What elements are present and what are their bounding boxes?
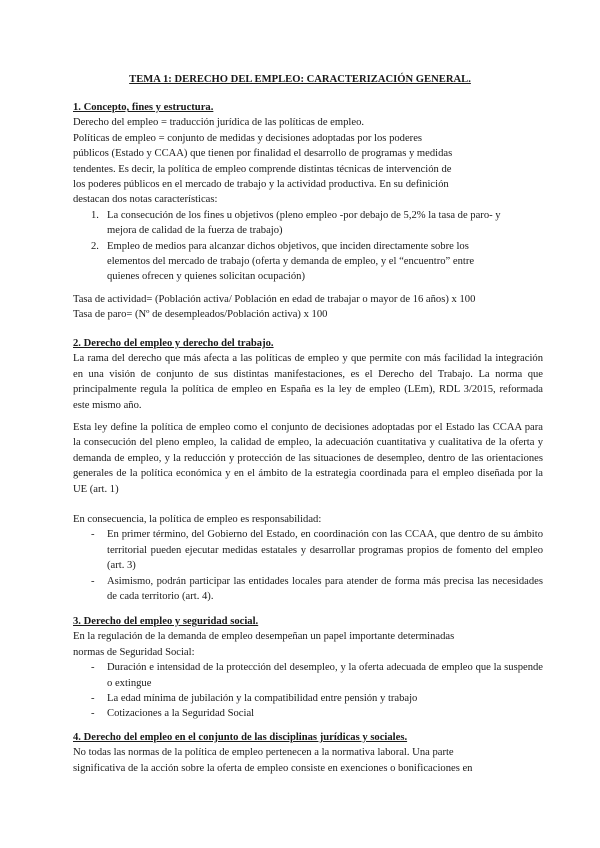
list-line: mejora de calidad de la fuerza de trabajo) xyxy=(107,225,283,237)
section-3-heading: 3. Derecho del empleo y seguridad social. xyxy=(73,616,259,627)
s1-line: los poderes públicos en el mercado de trabajo y la actividad productiva. En su definición xyxy=(73,179,449,191)
list-text: Asimismo, podrán participar las entidades locales para atender de forma más precisa las necesidades de cada territorio (art. 4). xyxy=(107,575,543,603)
list-line: elementos del mercado de trabajo (oferta y demanda de empleo, y el “encuentro” entre xyxy=(107,256,475,268)
s2-dash-list xyxy=(73,527,543,604)
s3-line: normas de Seguridad Social: xyxy=(73,646,195,658)
list-item xyxy=(73,691,543,706)
section-2-responsibility xyxy=(73,512,543,604)
s2-paragraph: La rama del derecho que más afecta a las políticas de empleo y que permite con más facilidad la integración en una visión de conjunto de sus distintas manifestaciones, es el Derecho del Trabajo. La norma que principalmente regula la política de empleo en España es la ley de empleo (LEm), RDL 3/2015, reformada este mismo año. xyxy=(73,353,543,411)
section-1-heading: 1. Concepto, fines y estructura. xyxy=(73,102,214,113)
list-text: En primer término, del Gobierno del Estado, en coordinación con las CCAA, que dentro de su ámbito territorial pueden ejecutar medidas estatales y desarrollar programas propios de fomento del empleo (art. 3) xyxy=(107,529,543,572)
list-text: Duración e intensidad de la protección del desempleo, y la oferta adecuada de empleo que la suspende o extingue xyxy=(107,662,543,689)
formula-unemployment-rate: Tasa de paro= (Nº de desempleados/Población activa) x 100 xyxy=(73,309,328,321)
s3-line: En la regulación de la demanda de empleo desempeñan un papel importante determinadas xyxy=(73,631,455,643)
section-2-heading: 2. Derecho del empleo y derecho del trabajo. xyxy=(73,338,274,349)
list-dash: - xyxy=(91,575,95,587)
list-item xyxy=(73,208,543,239)
section-2 xyxy=(73,336,543,413)
section-1 xyxy=(73,100,543,285)
s3-dash-list xyxy=(73,660,543,722)
s1-line: públicos (Estado y CCAA) que tienen por finalidad el desarrollo de programas y medidas xyxy=(73,148,453,160)
formula-activity-rate: Tasa de actividad= (Población activa/ Población en edad de trabajar o mayor de 16 años) x 100 xyxy=(73,294,476,305)
list-dash: - xyxy=(91,693,95,705)
section-4-heading: 4. Derecho del empleo en el conjunto de las disciplinas jurídicas y sociales. xyxy=(73,732,408,743)
list-item xyxy=(73,706,543,721)
list-line: Empleo de medios para alcanzar dichos objetivos, que inciden directamente sobre los xyxy=(107,240,469,252)
list-number: 1. xyxy=(91,209,99,221)
s4-line: significativa de la acción sobre la oferta de empleo consiste en exenciones o bonificaciones en xyxy=(73,762,473,774)
list-line: La consecución de los fines u objetivos (pleno empleo -por debajo de 5,2% la tasa de paro- y xyxy=(107,209,501,221)
list-item xyxy=(73,574,543,605)
list-text: La edad mínima de jubilación y la compatibilidad entre pensión y trabajo xyxy=(107,693,418,705)
section-4 xyxy=(73,730,543,776)
list-text: Cotizaciones a la Seguridad Social xyxy=(107,708,255,720)
list-number: 2. xyxy=(91,240,99,252)
document-title: TEMA 1: DERECHO DEL EMPLEO: CARACTERIZACIÓN GENERAL. xyxy=(129,74,471,85)
list-item xyxy=(73,239,543,285)
s4-line: No todas las normas de la política de empleo pertenecen a la normativa laboral. Una parte xyxy=(73,747,454,759)
list-line: quienes ofrecen y quienes solicitan ocupación) xyxy=(107,271,305,283)
s2-paragraph: Esta ley define la política de empleo como el conjunto de decisiones adoptadas por el Estado las CCAA para la consecución del pleno empleo, la calidad de empleo, la adecuación cuantitativa y cualitativa de la oferta y demanda de empleo, y la reducción y protección de las situaciones de desempleo, dentro de las orientaciones generales de la política económica y en el ámbito de la estrategia coordinada para el empleo diseñada por la UE (art. 1) xyxy=(73,422,543,495)
s2-paragraph: En consecuencia, la política de empleo es responsabilidad: xyxy=(73,514,322,525)
list-dash: - xyxy=(91,529,95,541)
s1-line: destacan dos notas características: xyxy=(73,194,218,206)
s1-line: Derecho del empleo = traducción jurídica de las políticas de empleo. xyxy=(73,117,365,129)
list-dash: - xyxy=(91,708,95,720)
s1-numbered-list xyxy=(73,208,543,285)
formulas xyxy=(73,292,543,323)
s1-line: tendentes. Es decir, la política de empleo comprende distintas técnicas de intervención de xyxy=(73,163,452,175)
list-item xyxy=(73,660,543,691)
section-2-definition xyxy=(73,420,543,497)
list-dash: - xyxy=(91,662,95,674)
section-3 xyxy=(73,614,543,722)
list-item xyxy=(73,527,543,573)
s1-line: Políticas de empleo = conjunto de medidas y decisiones adoptadas por los poderes xyxy=(73,132,423,144)
